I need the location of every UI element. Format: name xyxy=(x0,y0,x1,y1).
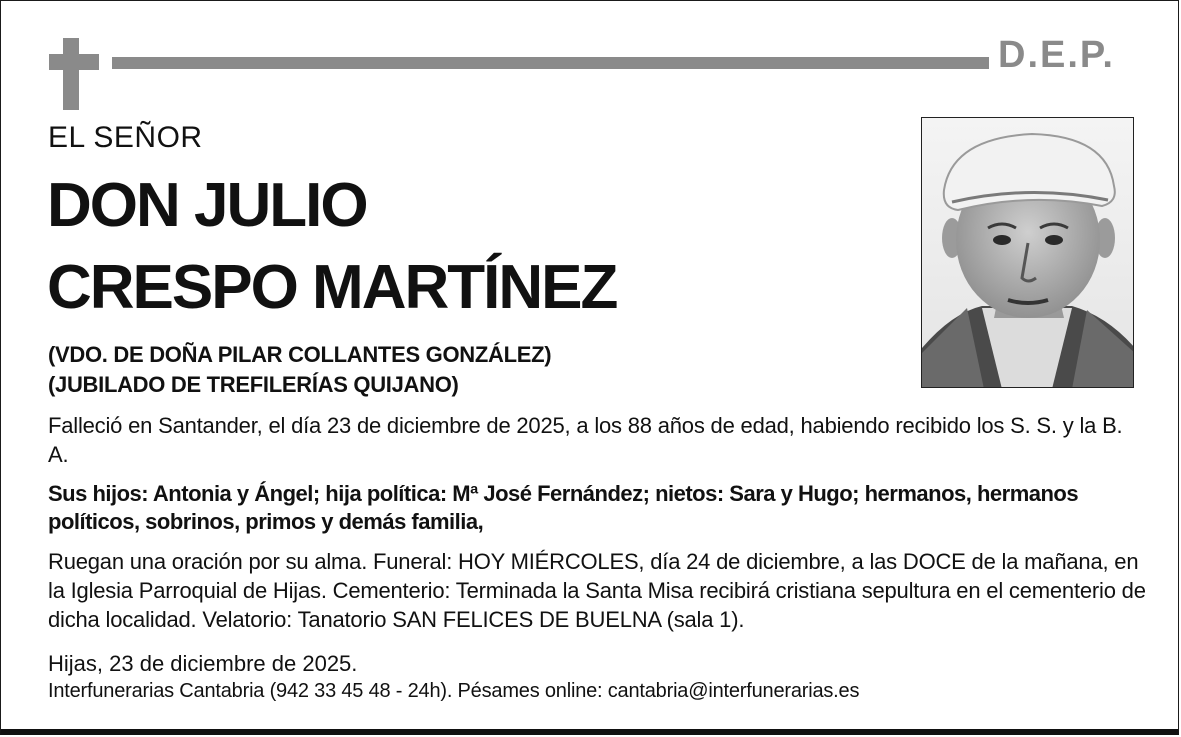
deceased-name-line2: CRESPO MARTÍNEZ xyxy=(47,253,617,322)
portrait-illustration xyxy=(922,118,1134,388)
deceased-name-line1: DON JULIO xyxy=(47,171,367,240)
intro-label: EL SEÑOR xyxy=(48,121,203,154)
cross-icon xyxy=(63,38,79,110)
occupation-note: (JUBILADO DE TREFILERÍAS QUIJANO) xyxy=(48,372,459,397)
family-list: Sus hijos: Antonia y Ángel; hija política: Mª José Fernández; nietos: Sara y Hugo; hermanos, hermanos políticos, sobrinos, primos y demás familia, xyxy=(48,481,1079,534)
funeral-home-contact: Interfunerarias Cantabria (942 33 45 48 - 24h). Pésames online: cantabria@interfunerarias.es xyxy=(48,680,860,702)
funeral-details: Ruegan una oración por su alma. Funeral: HOY MIÉRCOLES, día 24 de diciembre, a las DOCE de la mañana, en la Iglesia Parroquial de Hijas. Cementerio: Terminada la Santa Misa recibirá cristiana sepultura en el cementerio de dicha localidad. Velatorio: Tanatorio SAN FELICES DE BUELNA (sala 1). xyxy=(48,549,1146,632)
dep-label: D.E.P. xyxy=(998,34,1115,76)
header-rule xyxy=(112,57,989,69)
cross-icon-bar xyxy=(49,54,99,70)
widower-note: (VDO. DE DOÑA PILAR COLLANTES GONZÁLEZ) xyxy=(48,342,552,367)
portrait-photo xyxy=(921,117,1134,388)
place-date: Hijas, 23 de diciembre de 2025. xyxy=(48,651,358,676)
death-details: Falleció en Santander, el día 23 de diciembre de 2025, a los 88 años de edad, habiendo recibido los S. S. y la B. A. xyxy=(48,413,1123,467)
